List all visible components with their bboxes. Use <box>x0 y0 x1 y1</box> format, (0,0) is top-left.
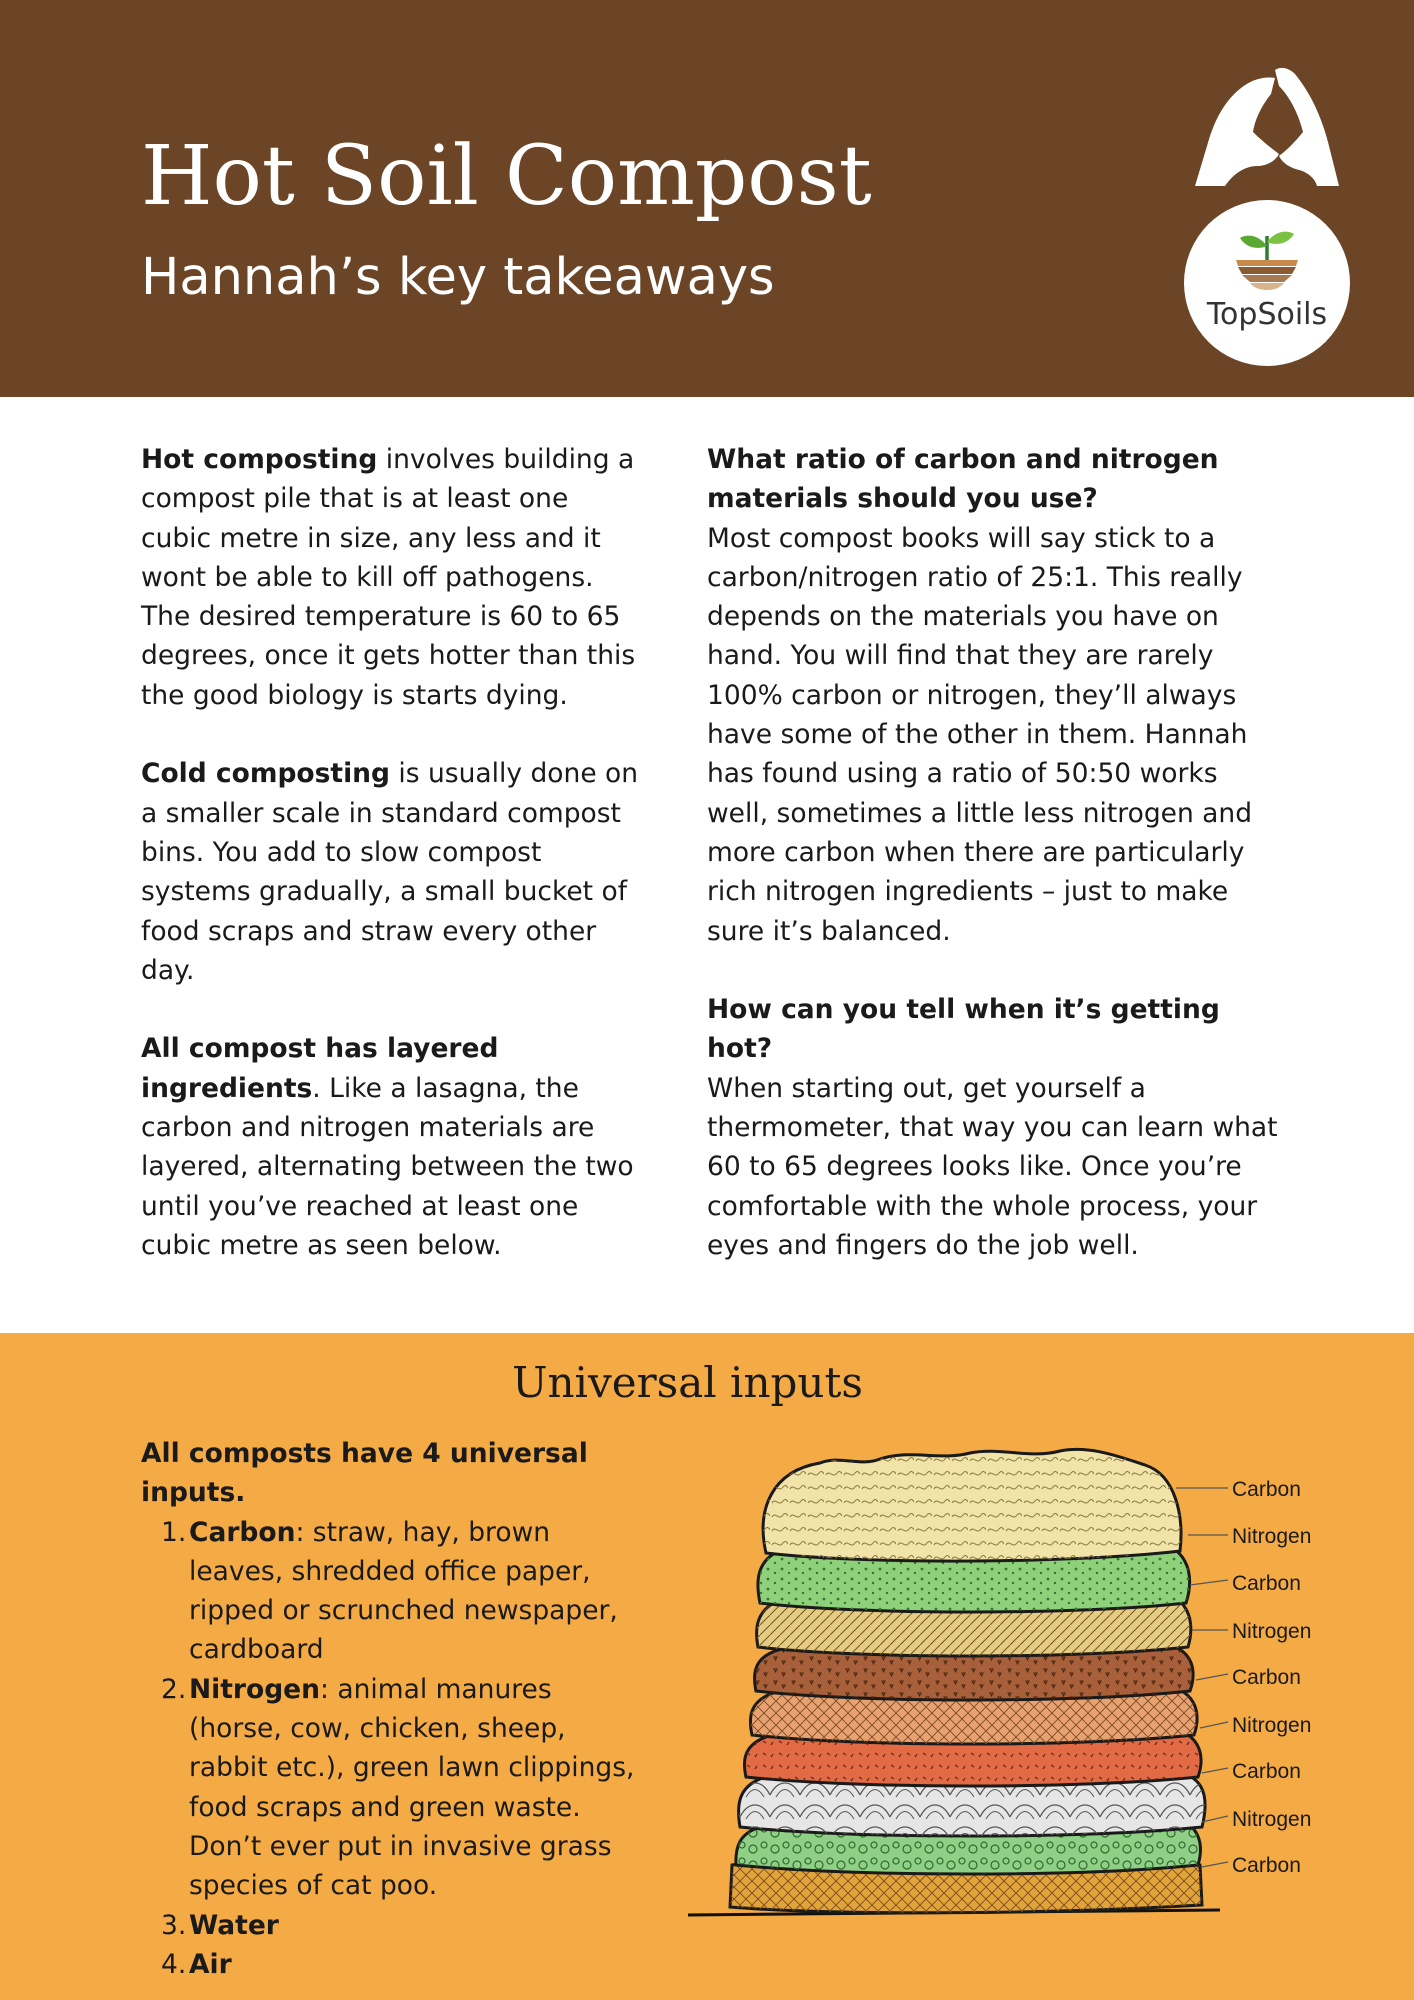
ratio-text: Most compost books will say stick to a carbon/nitrogen ratio of 25:1. This really depends on the materials you have on hand. You will find that they are rarely 100% carbon or nitrogen, they’ll always have some of the other in them. Hannah has found using a ratio of 50:50 works well, sometimes a little less nitrogen and more carbon when there are particularly rich nitrogen ingredients – just to make sure it’s balanced. <box>707 522 1253 947</box>
pile-label: Carbon <box>1232 1478 1301 1501</box>
pile-label: Nitrogen <box>1232 1714 1312 1737</box>
cold-composting-term: Cold composting <box>141 758 390 790</box>
hands-australia-icon <box>1183 66 1351 188</box>
right-column <box>707 440 1282 1305</box>
layered-paragraph <box>141 1029 641 1265</box>
topsoils-logo <box>1184 200 1350 366</box>
hot-check-paragraph <box>707 990 1282 1265</box>
input-item-carbon <box>141 1513 641 1670</box>
inputs-intro: All composts have 4 universal inputs. <box>141 1438 588 1509</box>
input-name: Water <box>189 1909 279 1941</box>
input-name: Air <box>189 1948 232 1980</box>
hot-check-heading: How can you tell when it’s getting hot? <box>707 994 1220 1065</box>
input-item-water <box>141 1906 641 1945</box>
input-item-nitrogen <box>141 1670 641 1906</box>
cold-composting-text: is usually done on a smaller scale in standard compost bins. You add to slow compost systems gradually, a small bucket of food scraps and straw every other day. <box>141 758 639 986</box>
hot-check-text: When starting out, get yourself a thermometer, that way you can learn what 60 to 65 degrees looks like. Once you’re comfortable with the whole process, your eyes and fingers do the job well. <box>707 1072 1278 1261</box>
list-number: 1. <box>161 1516 187 1548</box>
pile-label: Carbon <box>1232 1760 1301 1783</box>
hot-composting-text: involves building a compost pile that is at least one cubic metre in size, any less and it wont be able to kill off pathogens. The desired temperature is 60 to 65 degrees, once it gets hotter than this the good biology is starts dying. <box>141 444 636 711</box>
cold-composting-paragraph <box>141 754 641 990</box>
list-number: 4. <box>161 1948 187 1980</box>
header-banner <box>0 0 1414 397</box>
page-subtitle: Hannah’s key takeaways <box>141 248 775 307</box>
ratio-heading: What ratio of carbon and nitrogen materials should you use? <box>707 444 1219 515</box>
hot-composting-paragraph <box>141 440 641 715</box>
compost-pile-illustration <box>680 1425 1360 1925</box>
pile-label: Nitrogen <box>1232 1808 1312 1831</box>
pile-label: Nitrogen <box>1232 1620 1312 1643</box>
pile-layer-carbon-straw-top <box>763 1449 1181 1561</box>
input-desc: : straw, hay, brown leaves, shredded office paper, ripped or scrunched newspaper, cardboard <box>189 1516 618 1666</box>
inputs-list <box>141 1513 641 1985</box>
list-number: 2. <box>161 1673 187 1705</box>
page-title: Hot Soil Compost <box>141 129 872 224</box>
inputs-text <box>141 1434 641 1984</box>
pile-label: Carbon <box>1232 1666 1301 1689</box>
pile-label: Nitrogen <box>1232 1525 1312 1548</box>
ratio-paragraph <box>707 440 1282 951</box>
topsoils-wordmark: TopSoils <box>1206 297 1328 332</box>
layered-term: All compost has layered ingredients <box>141 1033 499 1104</box>
layered-text: . Like a lasagna, the carbon and nitrogen materials are layered, alternating between the two until you’ve reached at least one cubic metre as seen below. <box>141 1072 634 1261</box>
hot-composting-term: Hot composting <box>141 444 378 475</box>
inputs-title: Universal inputs <box>512 1358 863 1407</box>
input-name: Carbon <box>189 1516 296 1548</box>
pile-label: Carbon <box>1232 1854 1301 1877</box>
input-name: Nitrogen <box>189 1673 321 1705</box>
list-number: 3. <box>161 1909 187 1941</box>
left-column <box>141 440 641 1305</box>
input-desc: : animal manures (horse, cow, chicken, sheep, rabbit etc.), green lawn clippings, food scraps and green waste. Don’t ever put in invasive grass species of cat poo. <box>189 1673 635 1902</box>
input-item-air <box>141 1945 641 1984</box>
pile-label: Carbon <box>1232 1572 1301 1595</box>
